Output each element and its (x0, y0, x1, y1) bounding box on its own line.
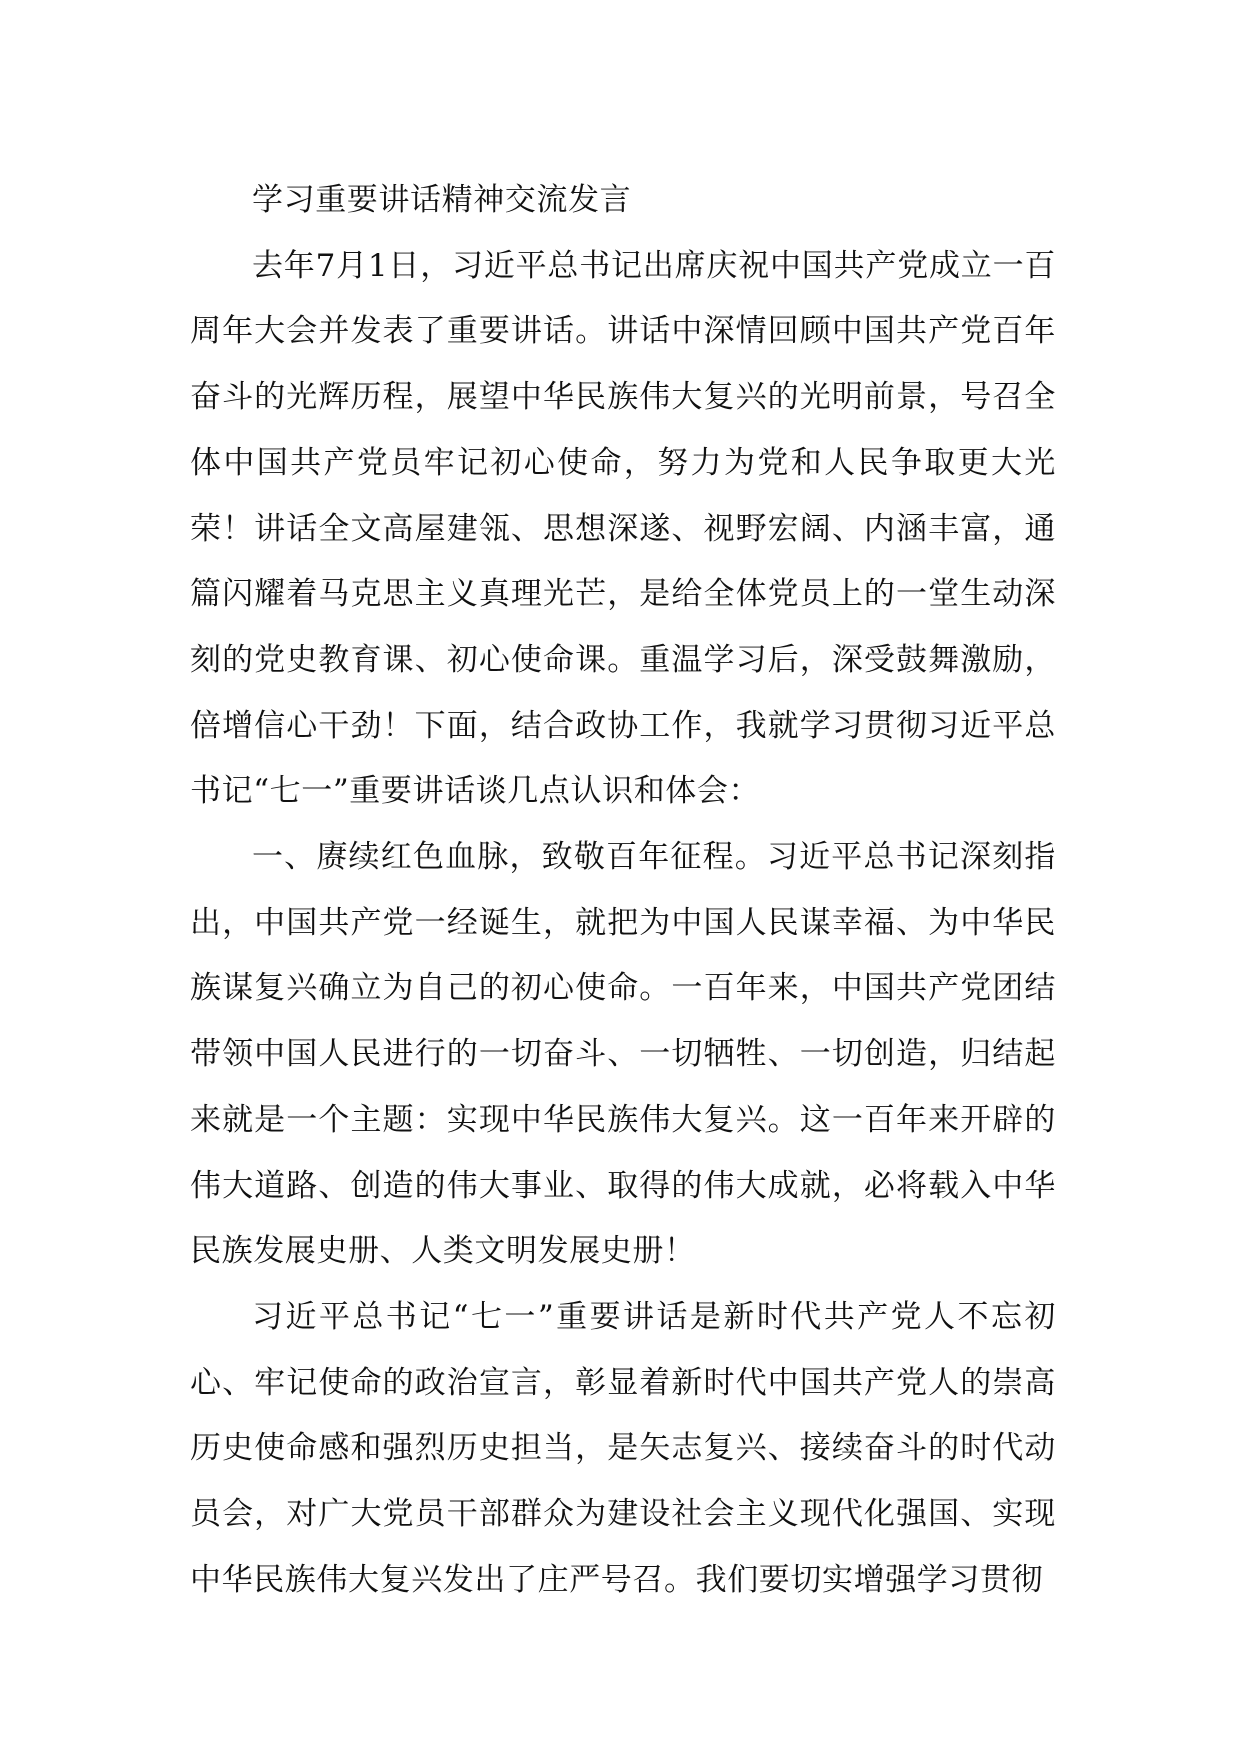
paragraph-speech-significance: 习近平总书记“七一”重要讲话是新时代共产党人不忘初心、牢记使命的政治宣言，彰显着新时代中国共产党人的崇高历史使命感和强烈历史担当，是矢志复兴、接续奋斗的时代动员会，对广大党员干部群众为建设社会主义现代化强国、实现中华民族伟大复兴发出了庄严号召。我们要切实增强学习贯彻 (190, 1298, 1056, 1598)
paragraph-section-one: 一、赓续红色血脉，致敬百年征程。习近平总书记深刻指出，中国共产党一经诞生，就把为中国人民谋幸福、为中华民族谋复兴确立为自己的初心使命。一百年来，中国共产党团结带领中国人民进行的一切奋斗、一切牺牲、一切创造，归结起来就是一个主题：实现中华民族伟大复兴。这一百年来开辟的伟大道路、创造的伟大事业、取得的伟大成就，必将载入中华民族发展史册、人类文明发展史册！ (190, 839, 1056, 1270)
paragraph-intro: 去年7月1日，习近平总书记出席庆祝中国共产党成立一百周年大会并发表了重要讲话。讲话中深情回顾中国共产党百年奋斗的光辉历程，展望中华民族伟大复兴的光明前景，号召全体中国共产党员牢记初心使命，努力为党和人民争取更大光荣！讲话全文高屋建瓴、思想深遂、视野宏阔、内涵丰富，通篇闪耀着马克思主义真理光芒，是给全体党员上的一堂生动深刻的党史教育课、初心使命课。重温学习后，深受鼓舞激励，倍增信心干劲！下面，结合政协工作，我就学习贯彻习近平总书记“七一”重要讲话谈几点认识和体会： (190, 247, 1056, 810)
document-title: 学习重要讲话精神交流发言 (252, 182, 632, 218)
document-body (190, 168, 1056, 1613)
